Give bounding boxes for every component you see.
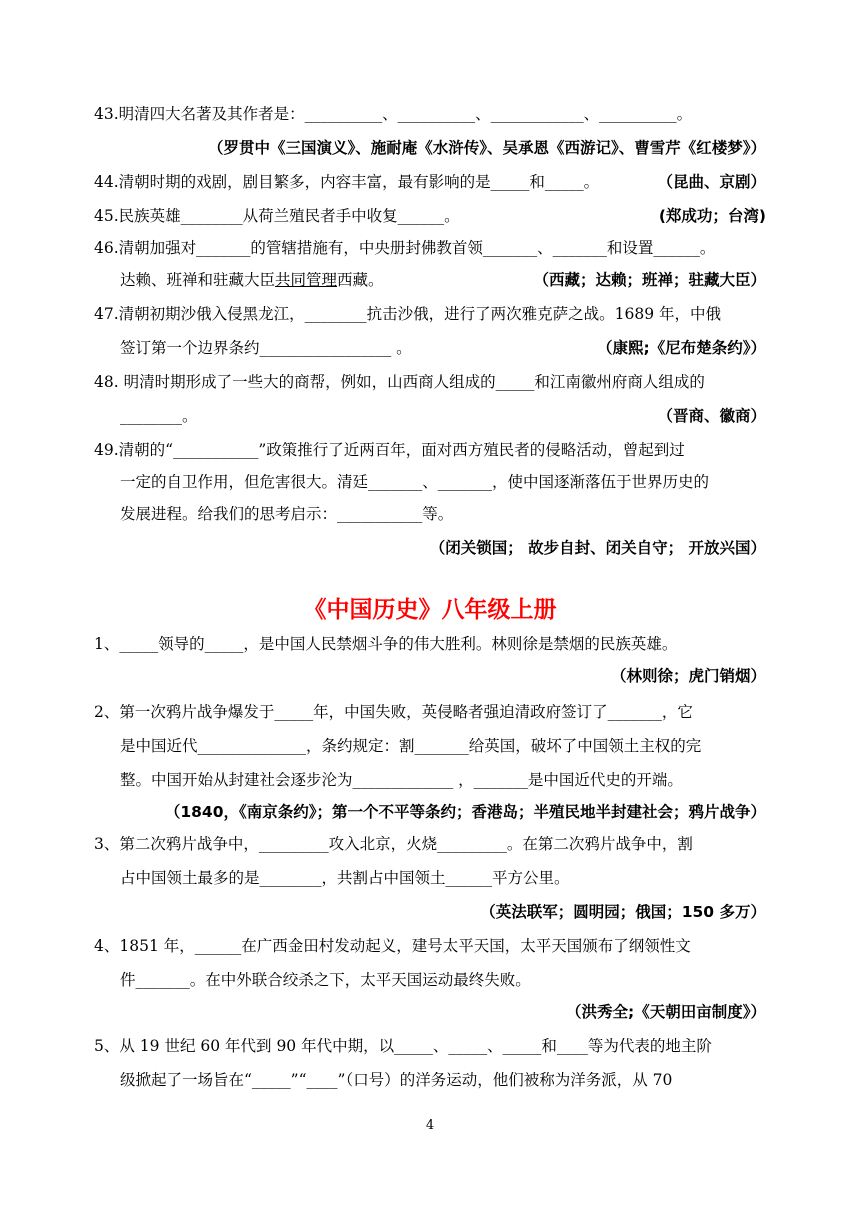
s1-line1: 1、_____领导的_____，是中国人民禁烟斗争的伟大胜利。林则徐是禁烟的民族英雄。 <box>94 635 678 653</box>
q43-answer: （罗贯中《三国演义》、施耐庵《水浒传》、吴承恩《西游记》、曹雪芹《红楼梦》） <box>207 139 766 157</box>
q47-answer: （康熙;《尼布楚条约》） <box>597 339 766 357</box>
q47-line1: 47.清朝初期沙俄入侵黑龙江，________抗击沙俄，进行了两次雅克萨之战。1689 年，中俄 <box>94 305 722 323</box>
s2-line2: 是中国近代______________，条约规定：割_______给英国，破坏了中国领土主权的完 <box>120 737 702 755</box>
q46-line2-underlined: 共同管理 <box>275 271 338 289</box>
q46-line2 <box>120 270 384 290</box>
q46-line1: 46.清朝加强对_______的管辖措施有，中央册封佛教首领_______、_______和设置______。 <box>94 239 716 257</box>
q48-line1: 48. 明清时期形成了一些大的商帮，例如，山西商人组成的_____和江南徽州府商人组成的 <box>94 373 705 391</box>
q44-answer: （昆曲、京剧） <box>657 173 766 191</box>
s5-line2: 级掀起了一场旨在“_____”“____”（口号）的洋务运动，他们被称为洋务派，从 70 <box>120 1071 673 1089</box>
q49-line2: 一定的自卫作用，但危害很大。清廷_______、_______，使中国逐渐落伍于世界历史的 <box>120 473 710 491</box>
q48-answer: （晋商、徽商） <box>657 407 766 425</box>
q45-text: 45.民族英雄________从荷兰殖民者手中收复______。 <box>94 207 460 225</box>
s3-line1: 3、第二次鸦片战争中，_________攻入北京，火烧_________。在第二次鸦片战争中，割 <box>94 835 693 853</box>
s2-line1: 2、第一次鸦片战争爆发于_____年，中国失败，英侵略者强迫清政府签订了_______，它 <box>94 703 693 721</box>
q46-line2-a: 达赖、班禅和驻藏大臣 <box>120 271 276 289</box>
q47-line2: 签订第一个边界条约_________________ 。 <box>120 339 412 357</box>
q43-text: 43.明清四大名著及其作者是：__________、__________、____________、__________。 <box>94 105 693 123</box>
q45-answer: (郑成功；台湾) <box>658 207 766 225</box>
s5-line1: 5、从 19 世纪 60 年代到 90 年代中期，以_____、_____、_____和____等为代表的地主阶 <box>94 1037 712 1055</box>
q46-line2-b: 西藏。 <box>337 271 384 289</box>
s3-line2: 占中国领土最多的是________，共割占中国领土______平方公里。 <box>120 869 570 887</box>
s3-answer: （英法联军；圆明园；俄国；150 多万） <box>480 903 766 921</box>
q49-line3: 发展进程。给我们的思考启示：___________等。 <box>120 505 454 523</box>
s2-line3: 整。中国开始从封建社会逐步沦为_____________ ，_______是中国近代史的开端。 <box>120 771 683 789</box>
q49-answer: （闭关锁国； 故步自封、闭关自守； 开放兴国） <box>429 539 766 557</box>
s1-answer: （林则徐；虎门销烟） <box>610 667 766 685</box>
q44-text: 44.清朝时期的戏剧，剧目繁多，内容丰富，最有影响的是_____和_____。 <box>94 173 600 191</box>
page-number: 4 <box>425 1118 435 1133</box>
s4-line2: 件_______。在中外联合绞杀之下，太平天国运动最终失败。 <box>120 971 531 989</box>
q48-line2: ________。 <box>120 407 198 425</box>
s4-line1: 4、1851 年，______在广西金田村发动起义，建号太平天国，太平天国颁布了纲领性文 <box>94 937 691 955</box>
s2-answer: （1840，《南京条约》；第一个不平等条约；香港岛；半殖民地半封建社会；鸦片战争） <box>164 803 766 821</box>
q49-line1: 49.清朝的“___________”政策推行了近两百年，面对西方殖民者的侵略活动，曾起到过 <box>94 441 685 459</box>
s4-answer: （洪秀全;《天朝田亩制度》） <box>566 1003 766 1021</box>
q46-answer: （西藏；达赖；班禅；驻藏大臣） <box>533 271 766 289</box>
section-title: 《中国历史》八年级上册 <box>303 596 557 623</box>
